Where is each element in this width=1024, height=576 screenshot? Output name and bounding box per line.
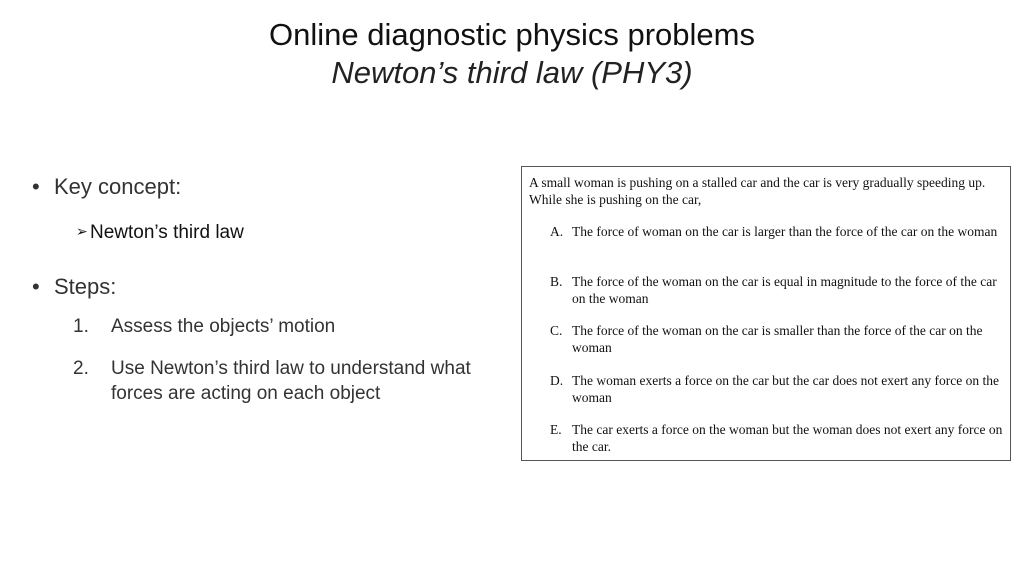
step-item	[32, 314, 492, 339]
title-block	[0, 16, 1024, 92]
step-number: 1.	[73, 316, 89, 337]
option-text: The force of the woman on the car is smaller than the force of the car on the woman	[572, 323, 983, 355]
option-text: The force of the woman on the car is equal in magnitude to the force of the car on the woman	[572, 274, 997, 306]
question-image	[521, 166, 1011, 461]
option-letter: D.	[550, 373, 564, 388]
option-b	[550, 274, 1005, 307]
option-letter: E.	[550, 422, 562, 437]
option-a	[550, 224, 1005, 241]
steps-list	[32, 314, 492, 406]
step-text: Use Newton’s third law to understand what forces are acting on each object	[111, 358, 471, 404]
option-text: The force of woman on the car is larger than the force of the car on the woman	[572, 224, 998, 239]
bullet-steps	[32, 272, 492, 302]
left-content	[32, 170, 492, 423]
option-text: The car exerts a force on the woman but the woman does not exert any force on the car.	[572, 422, 1003, 454]
arrow-bullet-icon: ➢	[76, 223, 88, 239]
sub-bullet-concept	[32, 218, 492, 246]
key-concept-label: Key concept:	[54, 174, 182, 199]
bullet-key-concept	[32, 172, 492, 202]
concept-text: Newton’s third law	[90, 222, 244, 243]
step-number: 2.	[73, 358, 89, 379]
step-item	[32, 356, 492, 406]
option-d	[550, 373, 1005, 406]
option-c	[550, 323, 1005, 356]
option-letter: B.	[550, 274, 563, 289]
option-e	[550, 422, 1005, 455]
slide-subtitle: Newton’s third law (PHY3)	[331, 55, 693, 90]
option-letter: C.	[550, 323, 563, 338]
steps-label: Steps:	[54, 274, 117, 299]
question-stem: A small woman is pushing on a stalled car and the car is very gradually speeding up. While she is pushing on the car,	[529, 175, 986, 207]
option-letter: A.	[550, 224, 564, 239]
bullet-dot-icon: •	[32, 174, 40, 199]
option-text: The woman exerts a force on the car but the car does not exert any force on the woman	[572, 373, 999, 405]
step-text: Assess the objects’ motion	[111, 316, 336, 337]
slide-title: Online diagnostic physics problems	[269, 17, 755, 52]
bullet-dot-icon: •	[32, 274, 40, 299]
